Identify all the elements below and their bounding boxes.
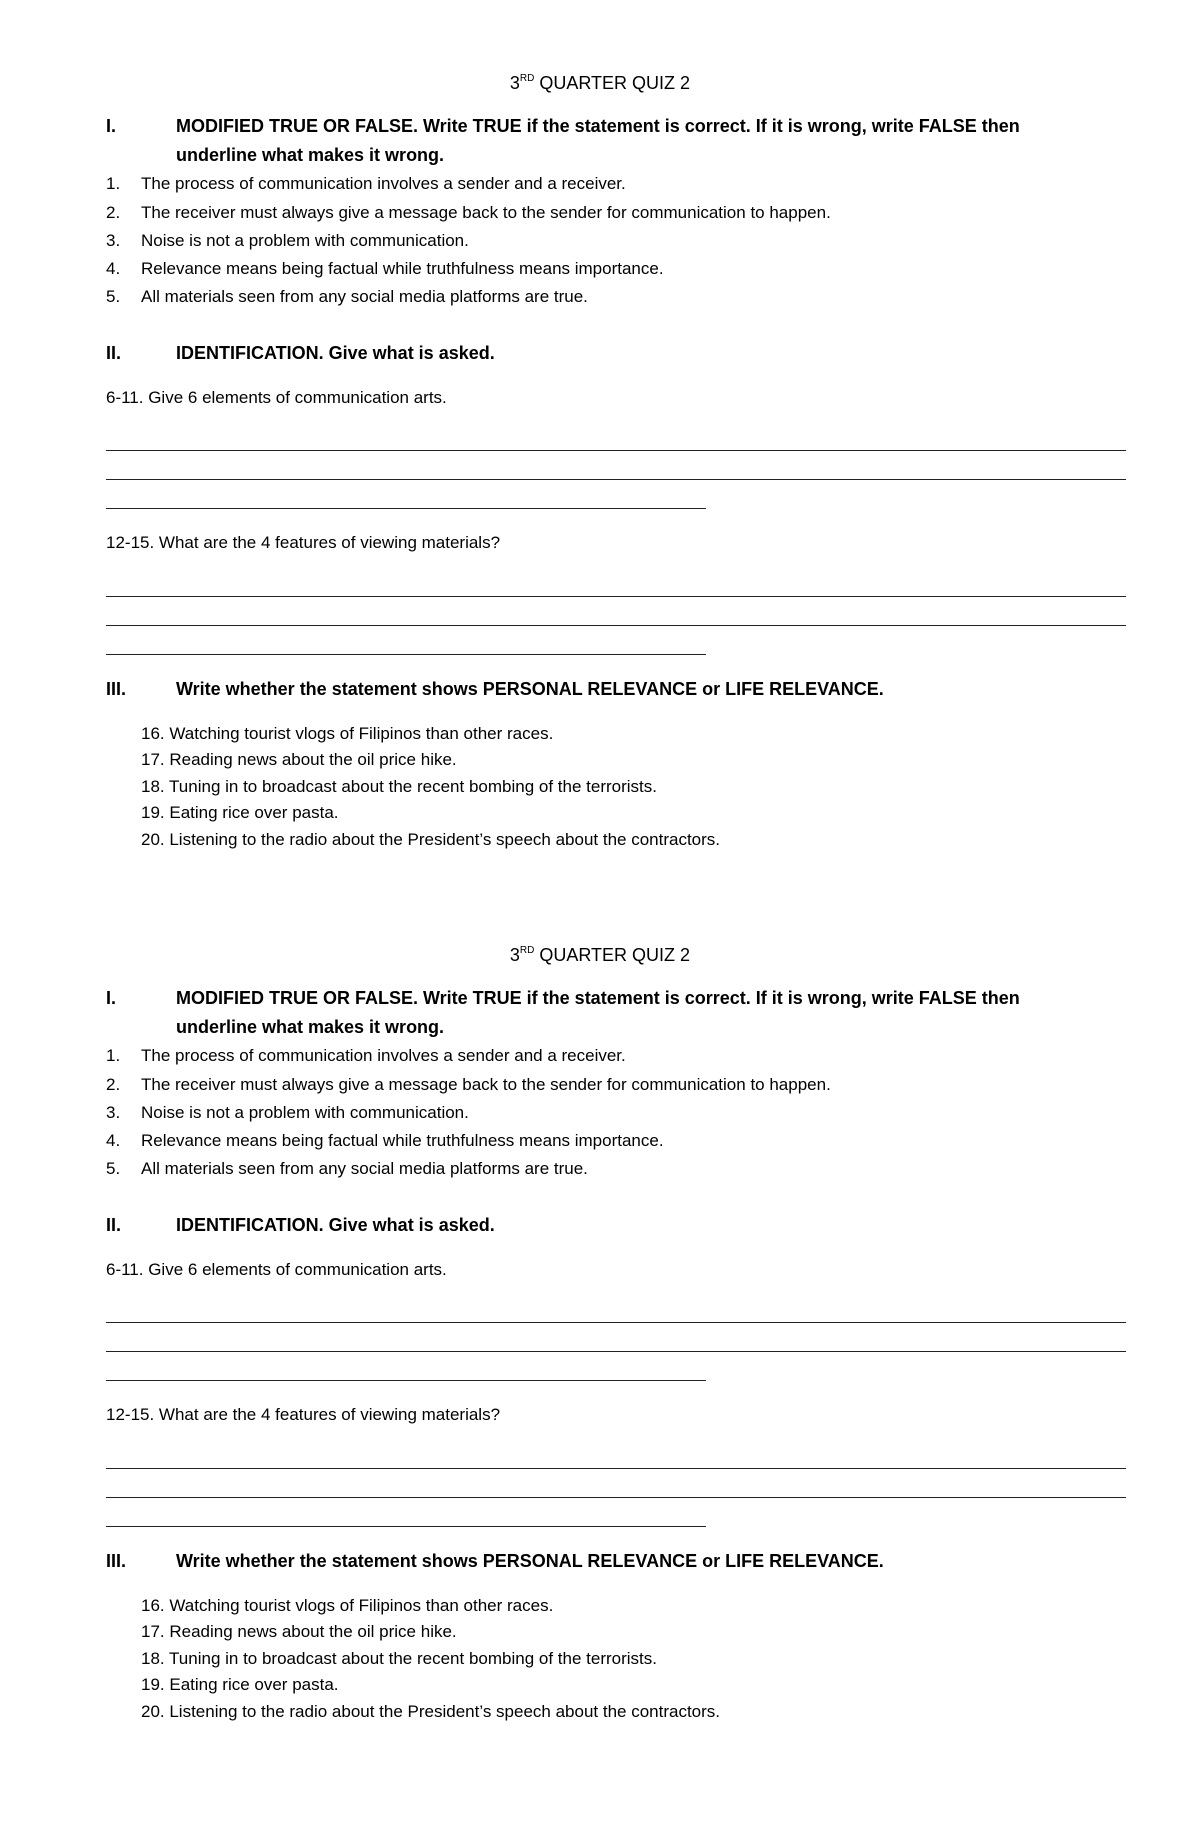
section-2-number: II. — [106, 1215, 122, 1235]
item-text: Noise is not a problem with communication. — [141, 1103, 469, 1122]
answer-line — [106, 1351, 1126, 1352]
section-1-heading-line1: MODIFIED TRUE OR FALSE. Write TRUE if the statement is correct. If it is wrong, write FALSE then — [176, 988, 1020, 1008]
answer-line — [106, 1497, 1126, 1498]
relevance-item: 20. Listening to the radio about the President’s speech about the contractors. — [141, 830, 721, 849]
answer-line — [106, 596, 1126, 597]
relevance-item: 18. Tuning in to broadcast about the recent bombing of the terrorists. — [141, 777, 657, 796]
item-number: 3. — [106, 231, 121, 250]
relevance-item: 19. Eating rice over pasta. — [141, 803, 339, 822]
answer-line — [106, 479, 1126, 480]
section-1-number: I. — [106, 988, 117, 1008]
quiz-sheet — [0, 0, 1200, 870]
section-1-heading-line2: underline what makes it wrong. — [176, 1017, 445, 1037]
answer-line — [106, 508, 706, 509]
question-12-15: 12-15. What are the 4 features of viewing materials? — [106, 533, 501, 552]
quiz-sheet-copy — [0, 872, 1200, 1742]
answer-line — [106, 1380, 706, 1381]
item-text: All materials seen from any social media platforms are true. — [141, 287, 588, 306]
relevance-item: 19. Eating rice over pasta. — [141, 1675, 339, 1694]
relevance-item: 18. Tuning in to broadcast about the recent bombing of the terrorists. — [141, 1649, 657, 1668]
item-text: The process of communication involves a sender and a receiver. — [141, 1046, 626, 1065]
quiz-title: 3RD QUARTER QUIZ 2 — [509, 73, 691, 93]
question-6-11: 6-11. Give 6 elements of communication arts. — [106, 388, 447, 407]
section-1-heading-line1: MODIFIED TRUE OR FALSE. Write TRUE if the statement is correct. If it is wrong, write FALSE then — [176, 116, 1020, 136]
item-text: Noise is not a problem with communication. — [141, 231, 469, 250]
relevance-item: 16. Watching tourist vlogs of Filipinos than other races. — [141, 1596, 554, 1615]
relevance-item: 20. Listening to the radio about the President’s speech about the contractors. — [141, 1702, 721, 1721]
item-number: 3. — [106, 1103, 121, 1122]
section-2-heading: IDENTIFICATION. Give what is asked. — [176, 343, 495, 363]
relevance-item: 17. Reading news about the oil price hike. — [141, 750, 457, 769]
item-text: The receiver must always give a message back to the sender for communication to happen. — [141, 1075, 831, 1094]
section-1-heading-line2: underline what makes it wrong. — [176, 145, 445, 165]
item-number: 4. — [106, 259, 121, 278]
item-number: 4. — [106, 1131, 121, 1150]
relevance-item: 17. Reading news about the oil price hike. — [141, 1622, 457, 1641]
question-6-11: 6-11. Give 6 elements of communication arts. — [106, 1260, 447, 1279]
section-3-number: III. — [106, 679, 127, 699]
answer-line — [106, 1526, 706, 1527]
answer-line — [106, 1322, 1126, 1323]
section-3-number: III. — [106, 1551, 127, 1571]
answer-line — [106, 1468, 1126, 1469]
item-text: Relevance means being factual while truthfulness means importance. — [141, 259, 664, 278]
section-2-number: II. — [106, 343, 122, 363]
answer-line — [106, 625, 1126, 626]
item-number: 5. — [106, 1159, 121, 1178]
answer-line — [106, 450, 1126, 451]
section-2-heading: IDENTIFICATION. Give what is asked. — [176, 1215, 495, 1235]
item-number: 1. — [106, 1046, 121, 1065]
item-text: The receiver must always give a message back to the sender for communication to happen. — [141, 203, 831, 222]
relevance-item: 16. Watching tourist vlogs of Filipinos than other races. — [141, 724, 554, 743]
question-12-15: 12-15. What are the 4 features of viewing materials? — [106, 1405, 501, 1424]
section-3-heading: Write whether the statement shows PERSONAL RELEVANCE or LIFE RELEVANCE. — [176, 679, 884, 699]
item-number: 2. — [106, 203, 121, 222]
item-text: All materials seen from any social media platforms are true. — [141, 1159, 588, 1178]
section-1-number: I. — [106, 116, 117, 136]
section-3-heading: Write whether the statement shows PERSONAL RELEVANCE or LIFE RELEVANCE. — [176, 1551, 884, 1571]
answer-line — [106, 654, 706, 655]
item-number: 5. — [106, 287, 121, 306]
item-text: The process of communication involves a sender and a receiver. — [141, 174, 626, 193]
item-text: Relevance means being factual while truthfulness means importance. — [141, 1131, 664, 1150]
quiz-title: 3RD QUARTER QUIZ 2 — [509, 945, 691, 965]
item-number: 2. — [106, 1075, 121, 1094]
item-number: 1. — [106, 174, 121, 193]
